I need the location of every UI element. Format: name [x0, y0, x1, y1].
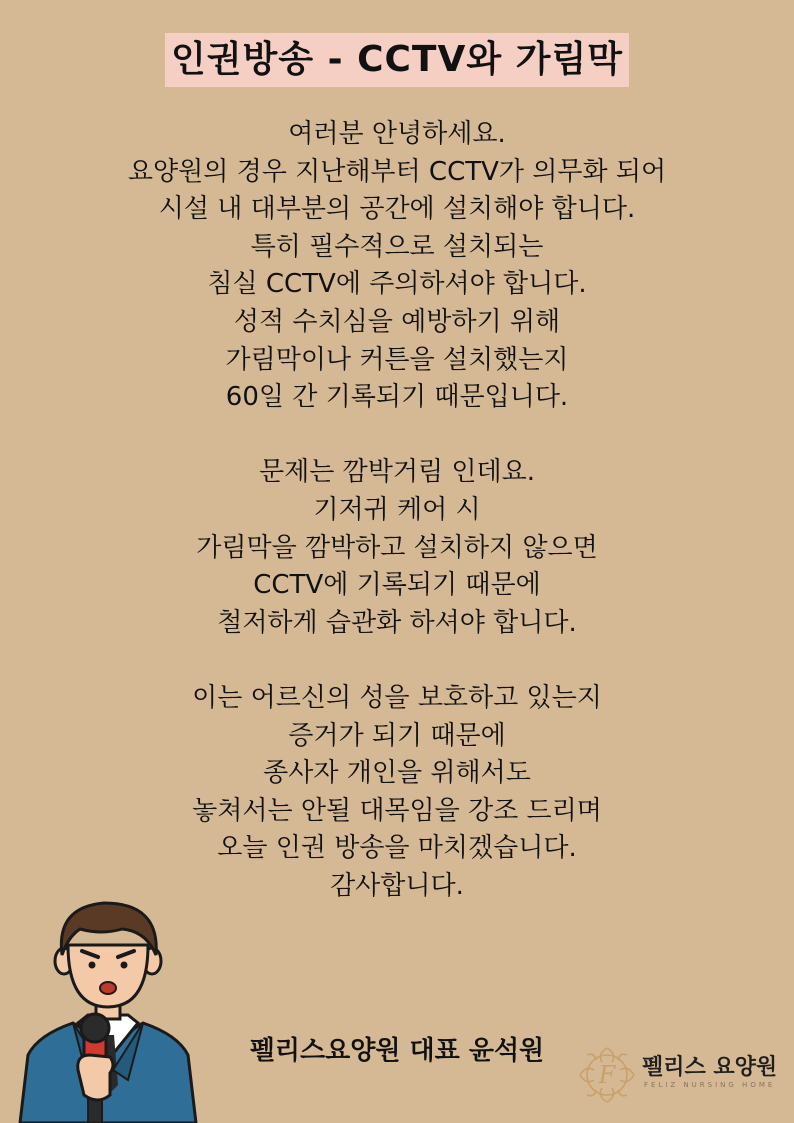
text-line: CCTV에 기록되기 때문에	[253, 570, 541, 601]
text-line: 기저귀 케어 시	[313, 494, 481, 525]
title-wrap	[0, 33, 794, 87]
paragraph-1	[0, 116, 794, 417]
text-line: 여러분 안녕하세요.	[288, 119, 506, 149]
text-line: 요양원의 경우 지난해부터 CCTV가 의무화 되어	[127, 156, 667, 187]
text-line: 문제는 깜박거림 인데요.	[259, 457, 535, 488]
text-line: 침실 CCTV에 주의하셔야 합니다.	[207, 269, 587, 300]
text-line: 놓쳐서는 안될 대목임을 강조 드리며	[192, 795, 602, 826]
text-line: 감사합니다.	[330, 870, 464, 901]
logo-subtitle: FELIZ NURSING HOME	[644, 1081, 776, 1089]
text-line: 성적 수치심을 예방하기 위해	[233, 306, 561, 337]
reporter-icon	[18, 895, 198, 1123]
logo-name: 펠리스 요양원	[642, 1055, 778, 1080]
text-line: 시설 내 대부분의 공간에 설치해야 합니다.	[158, 194, 636, 225]
text-line: 오늘 인권 방송을 마치겠습니다.	[217, 833, 577, 864]
text-line: 이는 어르신의 성을 보호하고 있는지	[192, 682, 602, 713]
logo-monogram: F	[598, 1061, 616, 1089]
text-line: 철저하게 습관화 하셔야 합니다.	[217, 607, 577, 638]
text-line: 60일 간 기록되기 때문입니다.	[225, 382, 569, 413]
feliz-logo	[572, 1040, 782, 1110]
text-line: 증거가 되기 때문에	[288, 720, 506, 751]
text-line: 가림막이나 커튼을 설치했는지	[225, 344, 569, 375]
page-title: 인권방송 - CCTV와 가림막	[165, 33, 629, 87]
text-line: 가림막을 깜박하고 설치하지 않으면	[196, 532, 598, 563]
signature: 펠리스요양원 대표 윤석원	[249, 1036, 545, 1066]
paragraph-2	[0, 454, 794, 642]
text-line: 특히 필수적으로 설치되는	[250, 231, 544, 262]
feliz-monogram-icon	[572, 1040, 642, 1110]
paragraph-3	[0, 680, 794, 906]
announcement-body	[0, 116, 794, 943]
text-line: 종사자 개인을 위해서도	[263, 758, 531, 789]
